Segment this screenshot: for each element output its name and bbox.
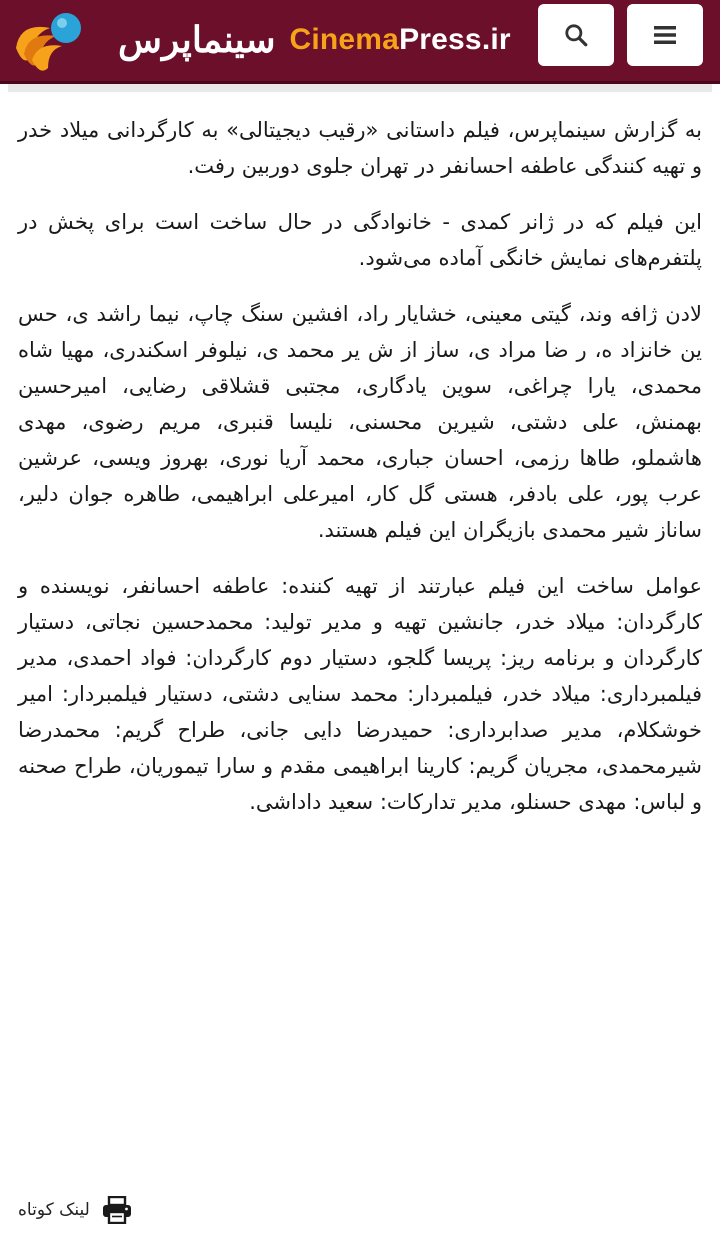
menu-button[interactable]: [627, 4, 703, 66]
content-top-strip: [8, 84, 712, 92]
brand-cinema: Cinema: [289, 23, 400, 56]
article-paragraph: به گزارش سینماپرس، فیلم داستانی «رقیب دیجیتالی» به کارگردانی میلاد خدر و تهیه کنندگی عاطفه احسانفر در تهران جلوی دوربین رفت.: [18, 118, 702, 178]
search-icon: [563, 22, 589, 48]
site-brand[interactable]: [118, 10, 511, 70]
search-button[interactable]: [538, 4, 614, 66]
article-footer: [18, 1196, 132, 1224]
brand-english: [290, 23, 511, 57]
article-body: [0, 92, 720, 820]
article-paragraph: این فیلم که در ژانر کمدی - خانوادگی در حال ساخت است برای پخش در پلتفرم‌های نمایش خانگی آماده می‌شود.: [18, 210, 702, 270]
print-icon[interactable]: [102, 1196, 132, 1224]
hamburger-menu-icon: [651, 23, 679, 47]
short-link[interactable]: لینک کوتاه: [18, 1200, 90, 1220]
article-paragraph: عوامل ساخت این فیلم عبارتند از تهیه کننده: عاطفه احسانفر، نویسنده و کارگردان: میلاد خدر، جانشین تهیه و مدیر تولید: محمدحسین نجاتی، دستیار کارگردان و برنامه ریز: پریسا گلجو، دستیار دوم کارگردان: فواد احمدی، مدیر فیلمبرداری: میلاد خدر، فیلمبردار: محمد سنایی دشتی، دستیار فیلمبردار: امیر خوشکلام، مدیر صدابرداری: حمیدرضا دایی جانی، طراح گریم: محمدرضا شیرمحمدی، مجریان گریم: کارینا ابراهیمی مقدم و سارا تیموریان، طراح صحنه و لباس: مهدی حسنلو، مدیر تدارکات: سعید داداشی.: [18, 574, 702, 814]
brand-persian: سینماپرس: [118, 19, 276, 61]
article-paragraph: لادن ژافه وند، گیتی معینی، خشایار راد، افشین سنگ چاپ، نیما راشد ی، حس ین خانزاد ه، ر ضا مراد ی، ساز از ش یر محمد ی، نیلوفر اسکندری، مهیا شاه محمدی، یارا چراغی، سوین یادگاری، مجتبی قشلاقی رضایی، امیرحسین بهمنش، علی دشتی، شیرین محسنی، نلیسا قنبری، مریم رضوی، مهدی هاشملو، طاها رزمی، احسان جباری، محمد آریا نوری، بهروز ویسی، عرشین عرب پور، علی بادفر، هستی گل کار، امیرعلی ابراهیمی، طاهره جوان دلیر، ساناز شیر محمدی بازیگران این فیلم هستند.: [18, 302, 702, 542]
cinemapress-logo-icon[interactable]: [10, 8, 84, 78]
brand-press: Press.ir: [399, 23, 511, 56]
site-header: [0, 0, 720, 84]
